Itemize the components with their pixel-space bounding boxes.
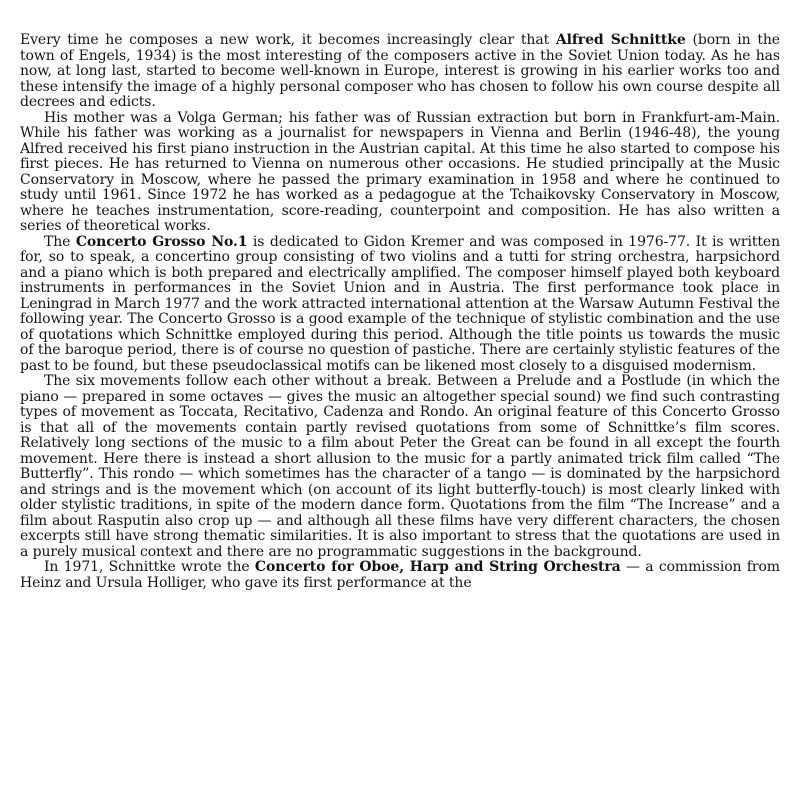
text-run: is dedicated to Gidon Kremer and was composed in 1976-77. It is written for, so to speak, a concertino group consisting of two violins and a tutti for string orchestra, harpsichord and a piano which is both prepared and electrically amplified. The composer himself played both keyboard instruments in performances in the Soviet Union and in Austria. The first performance took place in Leningrad in March 1977 and the work attracted international attention at the Warsaw Autumn Festival the following year. The Concerto Grosso is a good example of the technique of stylistic combination and the use of quotations which Schnittke employed during this period. Although the title points us towards the music of the baroque period, there is of course no question of pastiche. There are certainly stylistic features of the past to be found, but these pseudoclassical motifs can be likened most closely to a disguised modernism. bbox=[20, 233, 781, 374]
paragraph-movements bbox=[20, 374, 780, 560]
paragraph-biography bbox=[20, 111, 780, 235]
composer-name: Alfred Schnittke bbox=[555, 32, 686, 48]
text-run: His mother was a Volga German; his father was of Russian extraction but born in Frankfurt-am-Main. While his father was working as a journalist for newspapers in Vienna and Berlin (1946-48), the young Alfred received his first piano instruction in the Austrian capital. At this time he also started to compose his first pieces. He has returned to Vienna on numerous other occasions. He studied principally at the Music Conservatory in Moscow, where he passed the primary examination in 1958 and where he continued to study until 1961. Since 1972 he has worked as a pedagogue at the Tchaikovsky Conservatory in Moscow, where he teaches instrumentation, score-reading, counterpoint and composition. He has also written a series of theoretical works. bbox=[20, 109, 780, 234]
paragraph-concerto-grosso bbox=[20, 235, 780, 375]
text-run: Every time he composes a new work, it becomes increasingly clear that bbox=[20, 32, 556, 48]
text-run: In 1971, Schnittke wrote the bbox=[44, 559, 255, 575]
paragraph-intro bbox=[20, 33, 780, 111]
text-run: The bbox=[44, 233, 76, 250]
paragraph-oboe-concerto bbox=[20, 560, 780, 591]
text-run: (born in the town of Engels, 1934) is the most interesting of the composers active in the Soviet Union today. As he has now, at long last, started to become well-known in Europe, interest is growing in his earlier works too and these intensify the image of a highly personal composer who has chosen to follow his own course despite all decrees and edicts. bbox=[20, 32, 780, 110]
text-run: The six movements follow each other without a break. Between a Prelude and a Postlude (in which the piano — prepared in some octaves — gives the music an altogether special sound) we find such contrasting types of movement as Toccata, Recitativo, Cadenza and Rondo. An original feature of this Concerto Grosso is that all of the movements contain partly revised quotations from some of Schnittke’s film scores. Relatively long sections of the music to a film about Peter the Great can be found in all except the fourth movement. Here there is instead a short allusion to the music for a partly animated trick film called “The Butterfly”. This rondo — which sometimes has the character of a tango — is dominated by the harpsichord and strings and is the movement which (on account of its light butterfly-touch) is most clearly linked with older stylistic traditions, in spite of the modern dance form. Quotations from the film “The Increase” and a film about Rasputin also crop up — and although all these films have very different characters, the chosen excerpts still have strong thematic similarities. It is also important to stress that the quotations are used in a purely musical context and there are no programmatic suggestions in the background. bbox=[20, 373, 780, 560]
text-run: — a commission from Heinz and Ursula Holliger, who gave its first performance at the bbox=[20, 559, 780, 591]
document-page bbox=[20, 33, 780, 591]
work-title: Concerto for Oboe, Harp and String Orchestra bbox=[254, 559, 621, 575]
work-title: Concerto Grosso No.1 bbox=[75, 233, 248, 250]
